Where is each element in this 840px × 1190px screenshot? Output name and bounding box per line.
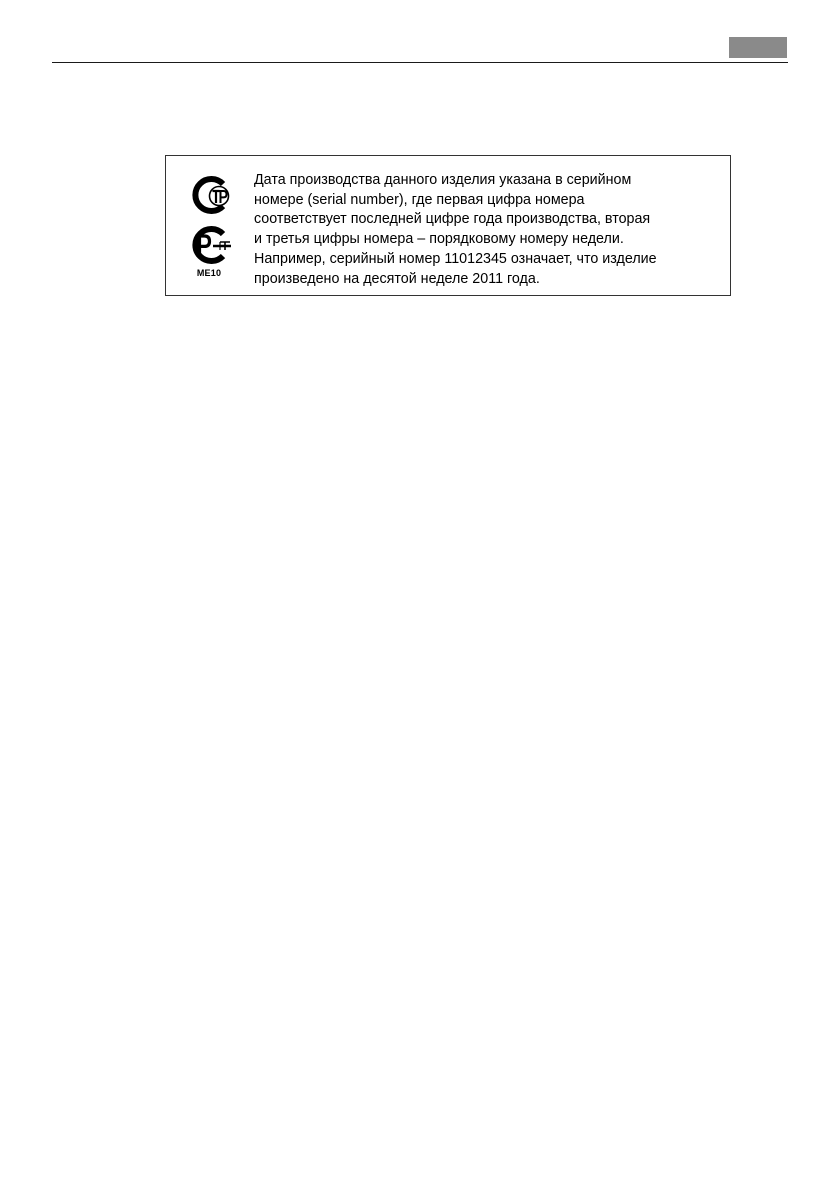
eac-gost-tr-mark-icon [189,174,233,216]
header-rule [52,62,788,63]
certification-code: ME10 [196,268,222,278]
section-tab [729,37,787,58]
notice-line: Например, серийный номер 11012345 означает, что изделие [254,250,657,267]
certification-marks [185,172,241,282]
notice-line: соответствует последней цифре года производства, вторая [254,211,651,228]
notice-line: произведено на десятой неделе 2011 года. [254,270,540,287]
notice-line: и третья цифры номера – порядковому номеру недели. [254,231,624,248]
production-date-notice [165,155,731,296]
gost-r-pct-mark-icon [189,224,233,266]
notice-line: Дата производства данного изделия указана в серийном [254,172,632,188]
notice-line: номере (serial number), где первая цифра номера [254,191,585,208]
notice-text [254,171,724,289]
